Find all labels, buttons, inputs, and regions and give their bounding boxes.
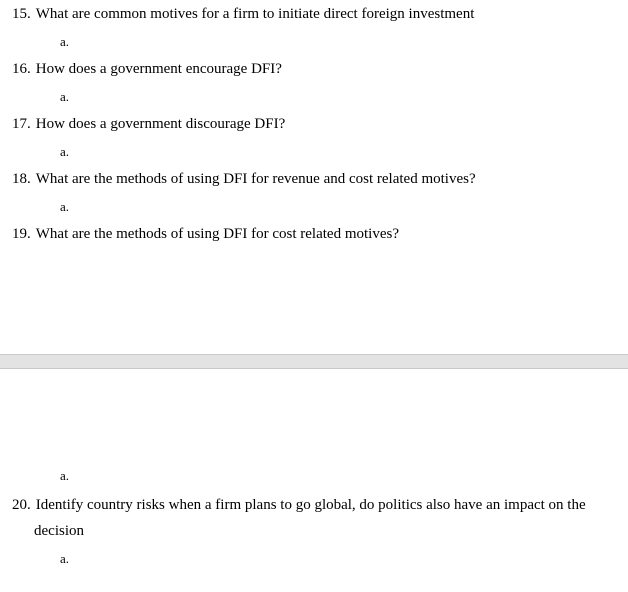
- question-text: How does a government encourage DFI?: [35, 61, 282, 77]
- question-number: 19.: [12, 226, 31, 242]
- question-number: 20.: [12, 497, 31, 513]
- document-page-2: [0, 369, 628, 592]
- question-number: 17.: [12, 116, 31, 132]
- question-text-line2: decision: [34, 523, 84, 539]
- question-number: 16.: [12, 61, 31, 77]
- question-text: What are common motives for a firm to initiate direct foreign investment: [35, 6, 475, 22]
- answer-label-17: a.: [60, 144, 70, 159]
- question-16: [12, 59, 282, 79]
- question-18: [12, 169, 476, 189]
- answer-label-19: a.: [60, 468, 70, 483]
- page-break: [0, 354, 628, 369]
- question-19: [12, 224, 399, 244]
- question-15: [12, 4, 474, 24]
- question-text: How does a government discourage DFI?: [35, 116, 286, 132]
- answer-label-16: a.: [60, 89, 70, 104]
- question-text: What are the methods of using DFI for cost related motives?: [35, 226, 399, 242]
- question-17: [12, 114, 285, 134]
- answer-label-18: a.: [60, 199, 70, 214]
- question-text: What are the methods of using DFI for revenue and cost related motives?: [35, 171, 476, 187]
- question-20: [12, 495, 586, 539]
- answer-label-20: a.: [60, 551, 70, 566]
- question-text-line1: Identify country risks when a firm plans to go global, do politics also have an impact on the: [35, 497, 586, 513]
- question-number: 18.: [12, 171, 31, 187]
- answer-label-15: a.: [60, 34, 70, 49]
- question-number: 15.: [12, 6, 31, 22]
